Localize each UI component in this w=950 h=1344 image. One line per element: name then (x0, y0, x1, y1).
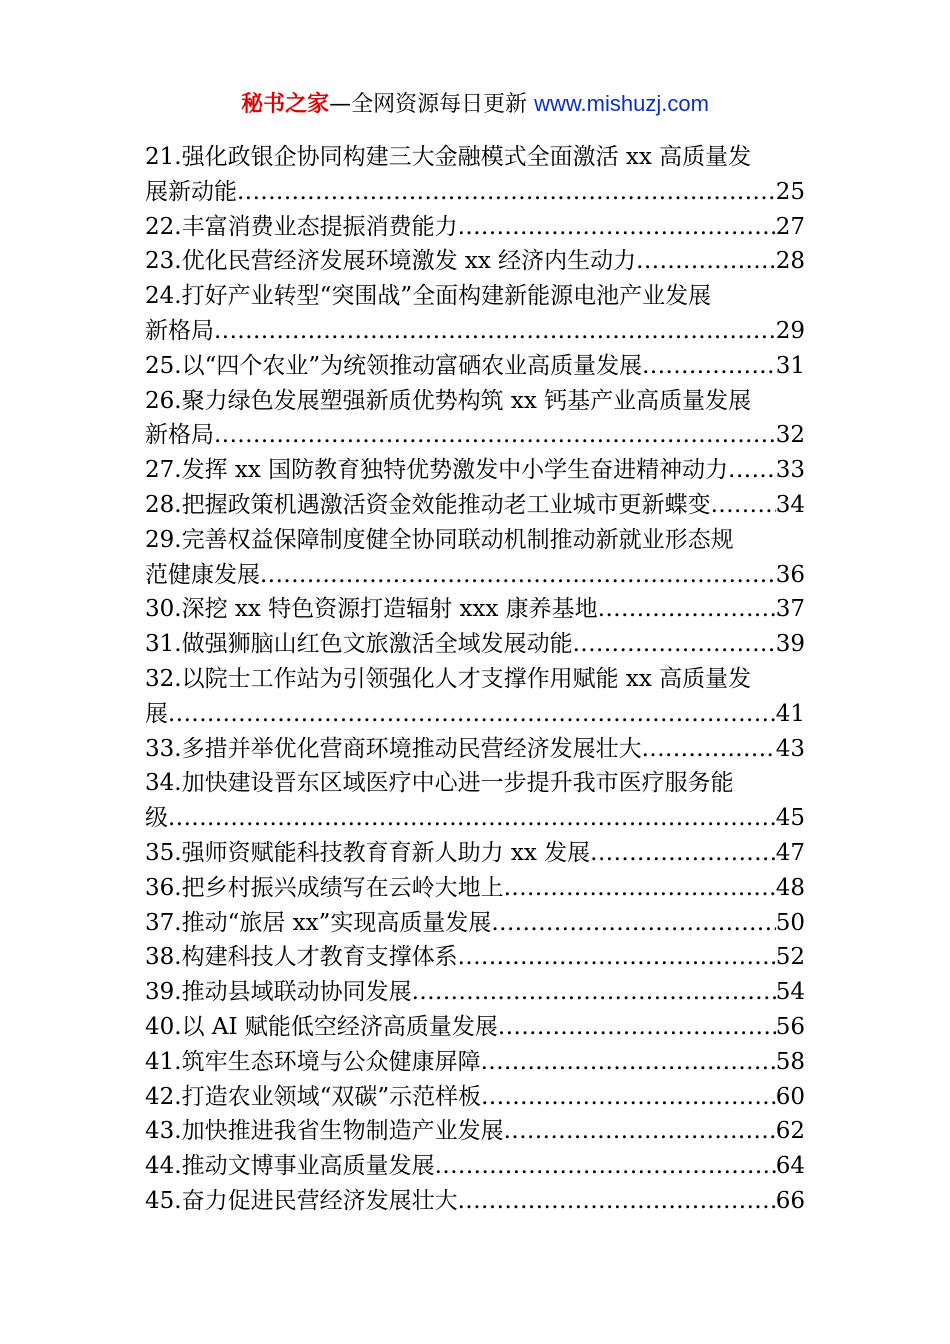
toc-dot-leader (481, 1080, 776, 1115)
toc-entry-title: 23.优化民营经济发展环境激发 xx 经济内生动力 (145, 248, 637, 275)
toc-dot-leader (214, 314, 776, 349)
toc-entry-line (145, 453, 805, 488)
toc-entry-line (145, 1149, 805, 1184)
toc-page-number: 32 (775, 422, 805, 449)
toc-entry-title: 26.聚力绿色发展塑强新质优势构筑 xx 钙基产业高质量发展 (145, 387, 752, 414)
toc-page-number: 39 (775, 631, 805, 658)
toc-entry-line (145, 384, 805, 419)
toc-entry[interactable] (145, 732, 805, 767)
toc-entry[interactable] (145, 453, 805, 488)
toc-entry-title: 42.打造农业领域“双碳”示范样板 (145, 1083, 482, 1110)
toc-dot-leader (598, 592, 776, 627)
toc-entry-title: 33.多措并举优化营商环境推动民营经济发展壮大 (145, 735, 642, 762)
toc-entry-line (145, 766, 805, 801)
toc-dot-leader (728, 453, 776, 488)
toc-entry-line (145, 662, 805, 697)
toc-entry[interactable] (145, 766, 805, 836)
toc-dot-leader (636, 244, 776, 279)
toc-entry-title: 24.打好产业转型“突围战”全面构建新能源电池产业发展 (145, 283, 712, 310)
toc-entry[interactable] (145, 627, 805, 662)
toc-entry-title: 41.筑牢生态环境与公众健康屏障 (145, 1048, 481, 1075)
toc-entry-title: 34.加快建设晋东区域医疗中心进一步提升我市医疗服务能 (145, 770, 734, 797)
toc-entry[interactable] (145, 871, 805, 906)
toc-entry[interactable] (145, 592, 805, 627)
toc-page-number: 48 (775, 874, 805, 901)
toc-dot-leader (504, 871, 776, 906)
toc-entry-line (145, 1080, 805, 1115)
toc-page-number: 56 (775, 1013, 805, 1040)
toc-page-number: 64 (775, 1153, 805, 1180)
toc-entry-line (145, 1010, 805, 1045)
toc-entry-line (145, 523, 805, 558)
toc-entry[interactable] (145, 349, 805, 384)
toc-entry-line (145, 627, 805, 662)
toc-entry-line (145, 940, 805, 975)
site-brand: 秘书之家 (241, 92, 330, 117)
toc-entry-title: 展 (145, 700, 168, 727)
toc-entry[interactable] (145, 140, 805, 210)
toc-entry[interactable] (145, 488, 805, 523)
toc-entry-line (145, 140, 805, 175)
toc-entry-line (145, 975, 805, 1010)
toc-entry-line (145, 592, 805, 627)
toc-entry[interactable] (145, 1149, 805, 1184)
toc-dot-leader (458, 210, 776, 245)
toc-entry[interactable] (145, 1114, 805, 1149)
toc-entry-line (145, 244, 805, 279)
toc-entry-line (145, 801, 805, 836)
toc-entry-line (145, 871, 805, 906)
toc-page-number: 58 (775, 1048, 805, 1075)
toc-entry-title: 40.以 AI 赋能低空经济高质量发展 (145, 1013, 498, 1040)
toc-dot-leader (214, 418, 776, 453)
toc-page-number: 29 (775, 317, 805, 344)
toc-entry-title: 38.构建科技人才教育支撑体系 (145, 944, 458, 971)
site-tagline: —全网资源每日更新 (329, 92, 535, 117)
toc-entry-title: 31.做强狮脑山红色文旅激活全域发展动能 (145, 631, 573, 658)
toc-entry-line (145, 697, 805, 732)
toc-dot-leader (491, 906, 775, 941)
toc-entry[interactable] (145, 975, 805, 1010)
toc-dot-leader (711, 488, 776, 523)
toc-dot-leader (504, 1114, 776, 1149)
toc-entry-line (145, 349, 805, 384)
toc-entry-line (145, 314, 805, 349)
table-of-contents (145, 140, 805, 1219)
toc-entry[interactable] (145, 1080, 805, 1115)
toc-entry-title: 新格局 (145, 317, 214, 344)
toc-entry[interactable] (145, 523, 805, 593)
toc-page-number: 62 (775, 1118, 805, 1145)
toc-page-number: 50 (775, 909, 805, 936)
toc-entry-title: 36.把乡村振兴成绩写在云岭大地上 (145, 874, 504, 901)
toc-entry-title: 范健康发展 (145, 561, 260, 588)
toc-entry-title: 新格局 (145, 422, 214, 449)
page-header (0, 88, 950, 121)
toc-dot-leader (412, 975, 776, 1010)
toc-entry-title: 21.强化政银企协同构建三大金融模式全面激活 xx 高质量发 (145, 144, 752, 170)
toc-dot-leader (498, 1010, 776, 1045)
toc-entry[interactable] (145, 662, 805, 732)
toc-page-number: 27 (775, 213, 805, 240)
toc-entry-line (145, 488, 805, 523)
toc-dot-leader (458, 1184, 776, 1219)
toc-dot-leader (168, 801, 776, 836)
toc-page-number: 47 (775, 839, 805, 866)
toc-entry-title: 25.以“四个农业”为统领推动富硒农业高质量发展 (145, 352, 643, 379)
toc-page-number: 31 (775, 352, 805, 379)
toc-entry-line (145, 906, 805, 941)
toc-page-number: 52 (775, 944, 805, 971)
toc-page-number: 33 (775, 457, 805, 484)
toc-entry-title: 39.推动县域联动协同发展 (145, 979, 412, 1006)
toc-entry-line (145, 175, 805, 210)
toc-dot-leader (590, 836, 776, 871)
toc-entry-line (145, 732, 805, 767)
toc-dot-leader (237, 175, 776, 210)
toc-dot-leader (642, 349, 776, 384)
toc-entry[interactable] (145, 1045, 805, 1080)
toc-entry-title: 级 (145, 805, 168, 832)
toc-dot-leader (573, 627, 776, 662)
toc-entry-title: 28.把握政策机遇激活资金效能推动老工业城市更新蝶变 (145, 491, 711, 518)
toc-entry[interactable] (145, 1184, 805, 1219)
toc-entry[interactable] (145, 906, 805, 941)
toc-page-number: 36 (775, 561, 805, 588)
toc-entry-line (145, 1184, 805, 1219)
toc-entry-title: 27.发挥 xx 国防教育独特优势激发中小学生奋进精神动力 (145, 457, 729, 484)
toc-entry-line (145, 210, 805, 245)
toc-entry-title: 展新动能 (145, 178, 237, 205)
toc-entry-title: 29.完善权益保障制度健全协同联动机制推动新就业形态规 (145, 526, 734, 553)
toc-page-number: 43 (775, 735, 805, 762)
toc-entry-line (145, 558, 805, 593)
toc-entry[interactable] (145, 940, 805, 975)
toc-entry-title: 30.深挖 xx 特色资源打造辐射 xxx 康养基地 (145, 596, 598, 623)
toc-dot-leader (435, 1149, 776, 1184)
toc-entry-line (145, 836, 805, 871)
toc-page-number: 66 (775, 1187, 805, 1214)
toc-page-number: 28 (775, 248, 805, 275)
toc-entry-title: 43.加快推进我省生物制造产业发展 (145, 1118, 504, 1145)
toc-page-number: 54 (775, 979, 805, 1006)
toc-entry-title: 44.推动文博事业高质量发展 (145, 1153, 435, 1180)
toc-page-number: 37 (775, 596, 805, 623)
toc-entry[interactable] (145, 244, 805, 279)
toc-entry-line (145, 279, 805, 314)
toc-entry-title: 32.以院士工作站为引领强化人才支撑作用赋能 xx 高质量发 (145, 665, 752, 692)
toc-page-number: 41 (775, 700, 805, 727)
toc-dot-leader (481, 1045, 776, 1080)
toc-page-number: 60 (775, 1083, 805, 1110)
toc-entry-line (145, 1114, 805, 1149)
toc-dot-leader (642, 732, 776, 767)
toc-entry[interactable] (145, 1010, 805, 1045)
toc-entry-title: 45.奋力促进民营经济发展壮大 (145, 1187, 458, 1214)
site-url-link[interactable]: www.mishuzj.com (534, 91, 709, 116)
toc-entry[interactable] (145, 210, 805, 245)
toc-page-number: 34 (775, 491, 805, 518)
toc-dot-leader (458, 940, 776, 975)
toc-entry-line (145, 1045, 805, 1080)
toc-entry-title: 22.丰富消费业态提振消费能力 (145, 213, 458, 240)
toc-entry[interactable] (145, 384, 805, 454)
toc-entry-title: 35.强师资赋能科技教育育新人助力 xx 发展 (145, 839, 591, 866)
toc-entry-line (145, 418, 805, 453)
toc-dot-leader (260, 558, 776, 593)
toc-entry[interactable] (145, 279, 805, 349)
toc-page-number: 45 (775, 805, 805, 832)
toc-entry[interactable] (145, 836, 805, 871)
toc-entry-title: 37.推动“旅居 xx”实现高质量发展 (145, 909, 492, 936)
toc-dot-leader (168, 697, 776, 732)
toc-page-number: 25 (775, 178, 805, 205)
